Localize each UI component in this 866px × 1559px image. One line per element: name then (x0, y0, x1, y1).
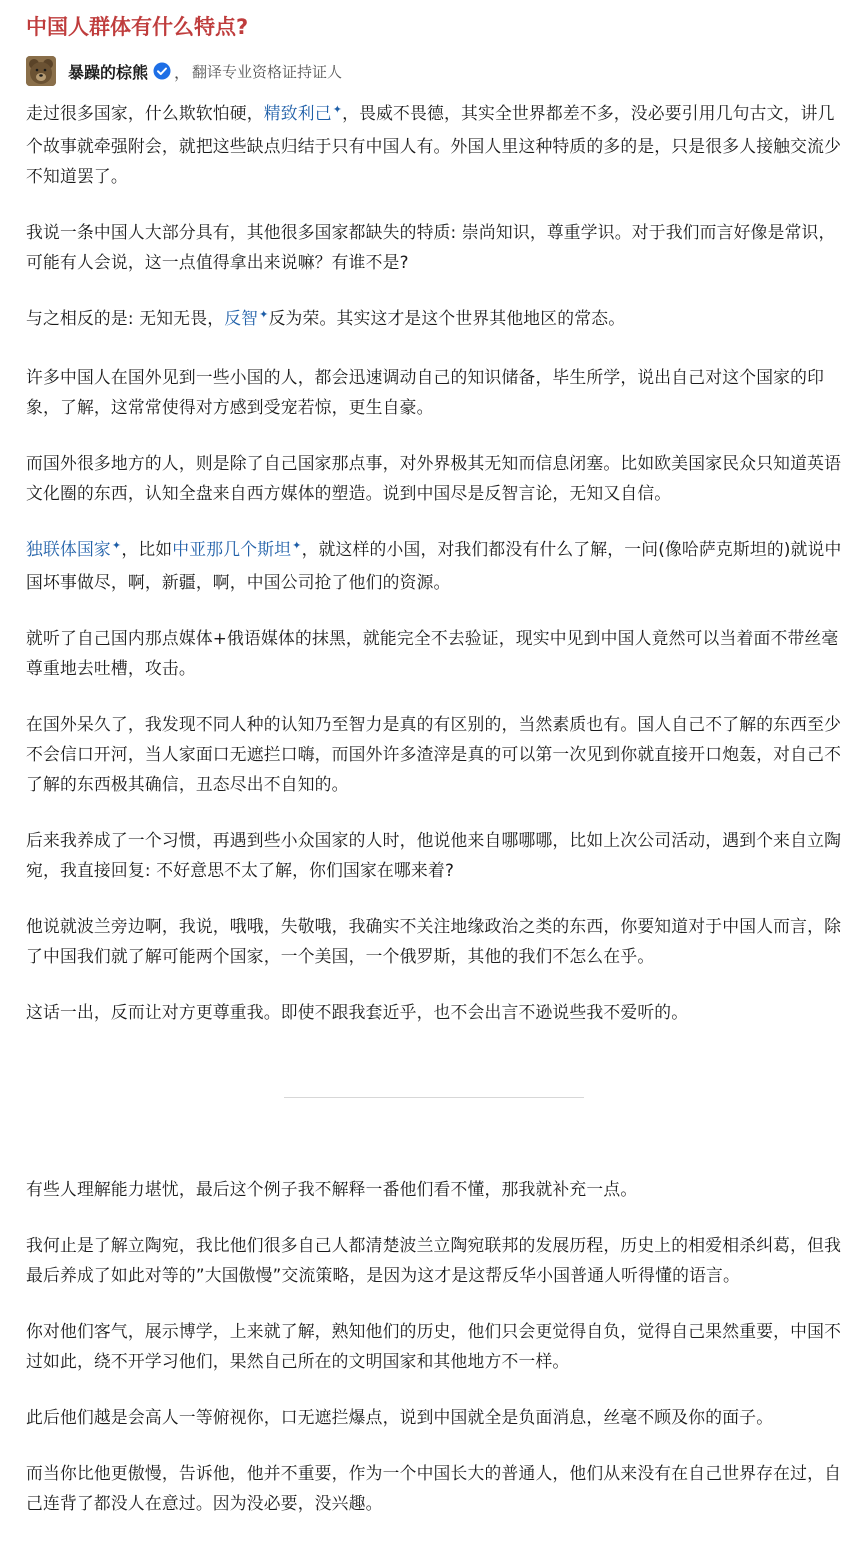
keyword-link[interactable] (224, 308, 268, 328)
paragraph: 就听了自己国内那点媒体+俄语媒体的抹黑，就能完全不去验证，现实中见到中国人竟然可以当着面不带丝毫尊重地去吐槽，攻击。 (26, 628, 839, 678)
paragraph (26, 303, 846, 336)
paragraph: 此后他们越是会高人一等俯视你，口无遮拦爆点，说到中国就全是负面消息，丝毫不顾及你的面子。 (26, 1407, 774, 1427)
verified-badge-icon (153, 62, 171, 80)
author-avatar[interactable] (26, 56, 56, 86)
paragraph: 在国外呆久了，我发现不同人种的认知乃至智力是真的有区别的，当然素质也有。国人自己不了解的东西至少不会信口开河，当人家面口无遮拦口嗨，而国外许多渣滓是真的可以第一次见到你就直接开口炮轰，对自己不了解的东西极其确信，丑态尽出不自知的。 (26, 714, 842, 794)
answer-content (26, 98, 846, 1053)
paragraph: 你对他们客气，展示博学，上来就了解，熟知他们的历史，他们只会更觉得自负，觉得自己果然重要，中国不过如此，绕不开学习他们，果然自己所在的文明国家和其他地方不一样。 (26, 1321, 842, 1371)
paragraph: 他说就波兰旁边啊，我说，哦哦，失敬哦，我确实不关注地缘政治之类的东西，你要知道对于中国人而言，除了中国我们就了解可能两个国家，一个美国，一个俄罗斯，其他的我们不怎么在乎。 (26, 916, 842, 966)
author-description: 翻译专业资格证持证人 (192, 62, 343, 81)
text: ，就这样的小国，对我们都没有什么了解，一问(像哈萨克斯坦的)就说中国坏事做尽，啊，新疆，啊，中国公司抢了他们的资源。 (26, 539, 842, 592)
sparkle-icon: ✦ (332, 103, 343, 116)
author-name[interactable]: 暴躁的棕熊 (68, 62, 149, 82)
paragraph: 后来我养成了一个习惯，再遇到些小众国家的人时，他说他来自哪哪哪，比如上次公司活动，遇到个来自立陶宛，我直接回复: 不好意思不太了解，你们国家在哪来着? (26, 830, 842, 880)
paragraph: 而当你比他更傲慢，告诉他，他并不重要，作为一个中国长大的普通人，他们从来没有在自己世界存在过，自己连背了都没人在意过。因为没必要，没兴趣。 (26, 1463, 842, 1513)
keyword-link-label[interactable]: 反智 (224, 308, 259, 328)
keyword-link-label[interactable]: 精致利己 (263, 103, 332, 123)
sparkle-icon: ✦ (292, 539, 302, 552)
keyword-link-label[interactable]: 中亚那几个斯坦 (172, 539, 292, 559)
author-info (26, 55, 342, 87)
text: 走过很多国家，什么欺软怕硬， (26, 103, 264, 123)
paragraph: 有些人理解能力堪忧，最后这个例子我不解释一番他们看不懂，那我就补充一点。 (26, 1179, 638, 1199)
section-divider (284, 1097, 584, 1098)
keyword-link[interactable] (172, 539, 301, 559)
author-separator: ， (174, 62, 191, 82)
keyword-link[interactable] (26, 539, 121, 559)
bear-avatar-image (26, 56, 56, 86)
keyword-link[interactable] (264, 103, 342, 123)
text: 反为荣。其实这才是这个世界其他地区的常态。 (268, 308, 626, 328)
paragraph: 我说一条中国人大部分具有，其他很多国家都缺失的特质: 崇尚知识，尊重学识。对于我们而言好像是常识，可能有人会说，这一点值得拿出来说嘛？有谁不是? (26, 222, 836, 272)
paragraph: 而国外很多地方的人，则是除了自己国家那点事，对外界极其无知而信息闭塞。比如欧美国家民众只知道英语文化圈的东西，认知全盘来自西方媒体的塑造。说到中国尽是反智言论，无知又自信。 (26, 453, 842, 503)
answer-supplement (26, 1174, 846, 1544)
sparkle-icon: ✦ (259, 308, 269, 321)
text: 与之相反的是: 无知无畏， (26, 308, 225, 328)
paragraph: 这话一出，反而让对方更尊重我。即使不跟我套近乎，也不会出言不逊说些我不爱听的。 (26, 1002, 689, 1022)
sparkle-icon: ✦ (111, 539, 122, 552)
paragraph: 我何止是了解立陶宛，我比他们很多自己人都清楚波兰立陶宛联邦的发展历程，历史上的相爱相杀纠葛，但我最后养成了如此对等的”大国傲慢”交流策略，是因为这才是这帮反华小国普通人听得懂的语言。 (26, 1235, 842, 1285)
paragraph: 许多中国人在国外见到一些小国的人，都会迅速调动自己的知识储备，毕生所学，说出自己对这个国家的印象，了解，这常常使得对方感到受宠若惊，更生自豪。 (26, 367, 825, 417)
text: ，比如 (121, 539, 173, 559)
text: ，畏威不畏德，其实全世界都差不多，没必要引用几句古文，讲几个故事就牵强附会，就把这些缺点归结于只有中国人有。外国人里这种特质的多的是，只是很多人接触交流少不知道罢了。 (26, 103, 842, 186)
paragraph (26, 534, 846, 597)
paragraph (26, 98, 846, 191)
question-title[interactable]: 中国人群体有什么特点? (26, 15, 249, 39)
keyword-link-label[interactable]: 独联体国家 (26, 539, 111, 559)
